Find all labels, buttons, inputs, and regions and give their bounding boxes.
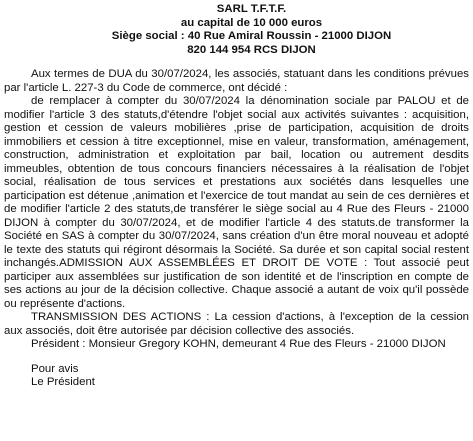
- company-capital: au capital de 10 000 euros: [180, 16, 323, 29]
- spacer: [4, 57, 469, 68]
- decisions-paragraph: de remplacer à compter du 30/07/2024 la dénomination sociale par PALOU et de modifier l'article 3 des statuts,d'étendre l'objet social aux activités suivantes : acquisition, gestion et cession de valeurs mobilières ,prise de participation, acquisition de droits immobiliers et cession à titre exceptionnel, mise en valeur, transformation, aménagement, construction, administration et exploitation par bail, location ou autrement desdits immeubles, obtention de tous concours financiers nécessaires à la réalisation de l'objet social, réalisation de tous services et prestations aux sociétés dans lesquelles une participation est détenue ,animation et l'exercice de tout mandat au sein de ces dernières et de modifier l'article 2 des statuts,de transférer le siège social au 4 Rue des Fleurs - 21000 DIJON à compter du 30/07/2024, et de modifier l'article 4 des statuts.de transformer la Société en SAS à compter du 30/07/2024, sans création d'un être moral nouveau et adopté le texte des statuts qui régiront désormais la Société. Sa durée et son capital social restent inchangés.ADMISSION AUX ASSEMBLÉES ET DROIT DE VOTE : Tout associé peut participer aux assemblées sur justification de son identité et de l'inscription en compte de ses actions au jour de la décision collective. Chaque associé a autant de voix qu'il possède ou représente d'actions.: [4, 95, 469, 310]
- closing-line-president: Le Président: [31, 376, 95, 388]
- spacer: [4, 352, 469, 363]
- registered-office: Siège social : 40 Rue Amiral Roussin - 21000 DIJON: [111, 30, 392, 42]
- company-name: SARL T.F.T.F.: [216, 3, 287, 15]
- closing-line-pour-avis: Pour avis: [31, 362, 79, 375]
- president-paragraph: Président : Monsieur Gregory KOHN, demeurant 4 Rue des Fleurs - 21000 DIJON: [31, 338, 446, 350]
- rcs-number: 820 144 954 RCS DIJON: [187, 43, 316, 56]
- intro-paragraph: Aux termes de DUA du 30/07/2024, les associés, statuant dans les conditions prévues par l'article L. 227-3 du Code de commerce, ont décidé :: [4, 68, 469, 94]
- closing-signature: [31, 363, 469, 390]
- share-transfer-paragraph: TRANSMISSION DES ACTIONS : La cession d'actions, à l'exception de la cession aux associés, doit être autorisée par décision collective des associés.: [4, 311, 469, 337]
- notice-header: [34, 3, 469, 57]
